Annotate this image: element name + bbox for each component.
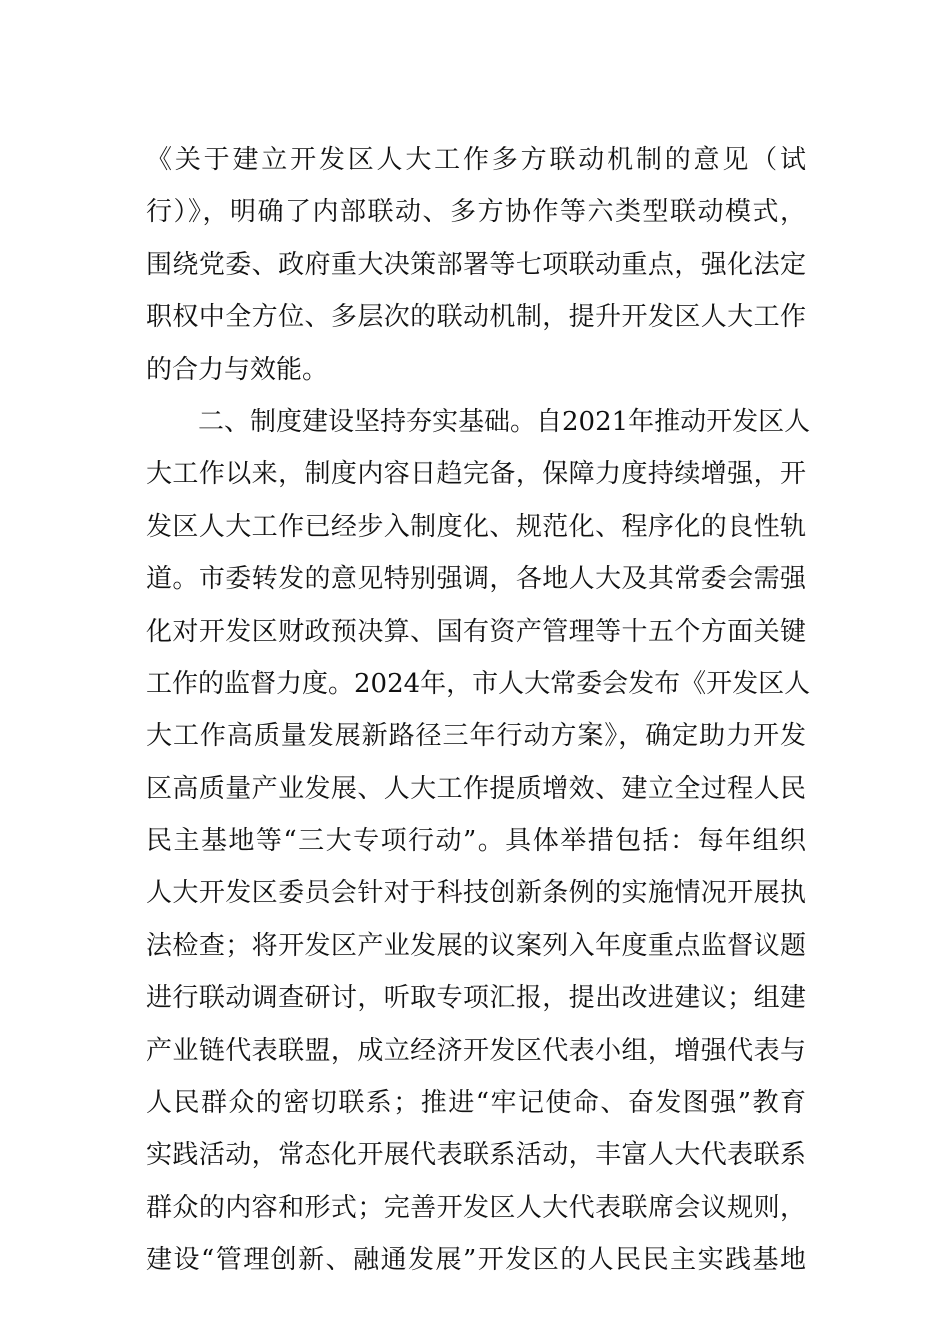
text-line: 产业链代表联盟，成立经济开发区代表小组，增强代表与 <box>146 1035 806 1066</box>
text-line: 化对开发区财政预决算、国有资产管理等十五个方面关键 <box>146 616 806 647</box>
text-line: 实践活动，常态化开展代表联系活动，丰富人大代表联系 <box>146 1140 806 1171</box>
text-line: 民主基地等“三大专项行动”。具体举措包括：每年组织 <box>146 826 806 857</box>
text-line: 工作的监督力度。2024年，市人大常委会发布《开发区人 <box>146 668 811 699</box>
text-line: 建设“管理创新、融通发展”开发区的人民民主实践基地 <box>146 1245 806 1276</box>
text-line: 道。市委转发的意见特别强调，各地人大及其常委会需强 <box>146 564 806 595</box>
text-line: 发区人大工作已经步入制度化、规范化、程序化的良性轨 <box>146 511 806 542</box>
text-line: 大工作高质量发展新路径三年行动方案》，确定助力开发 <box>146 721 806 752</box>
text-line: 人民群众的密切联系；推进“牢记使命、奋发图强”教育 <box>146 1088 806 1119</box>
text-line: 大工作以来，制度内容日趋完备，保障力度持续增强，开 <box>146 459 806 490</box>
text-line: 的合力与效能。 <box>146 354 329 385</box>
text-line: 《关于建立开发区人大工作多方联动机制的意见（试 <box>146 145 806 175</box>
text-line: 进行联动调查研讨，听取专项汇报，提出改进建议；组建 <box>146 983 806 1014</box>
text-line: 群众的内容和形式；完善开发区人大代表联席会议规则， <box>146 1192 806 1223</box>
text-line: 围绕党委、政府重大决策部署等七项联动重点，强化法定 <box>146 249 806 280</box>
text-line: 人大开发区委员会针对于科技创新条例的实施情况开展执 <box>146 878 806 909</box>
body-text <box>146 134 811 1287</box>
text-line: 行）》，明确了内部联动、多方协作等六类型联动模式， <box>146 197 806 228</box>
text-line: 职权中全方位、多层次的联动机制，提升开发区人大工作 <box>146 302 806 333</box>
text-line: 区高质量产业发展、人大工作提质增效、建立全过程人民 <box>146 773 806 804</box>
section-heading-line: 二、制度建设坚持夯实基础。自2021年推动开发区人 <box>198 406 811 437</box>
text-line: 法检查；将开发区产业发展的议案列入年度重点监督议题 <box>146 930 806 961</box>
